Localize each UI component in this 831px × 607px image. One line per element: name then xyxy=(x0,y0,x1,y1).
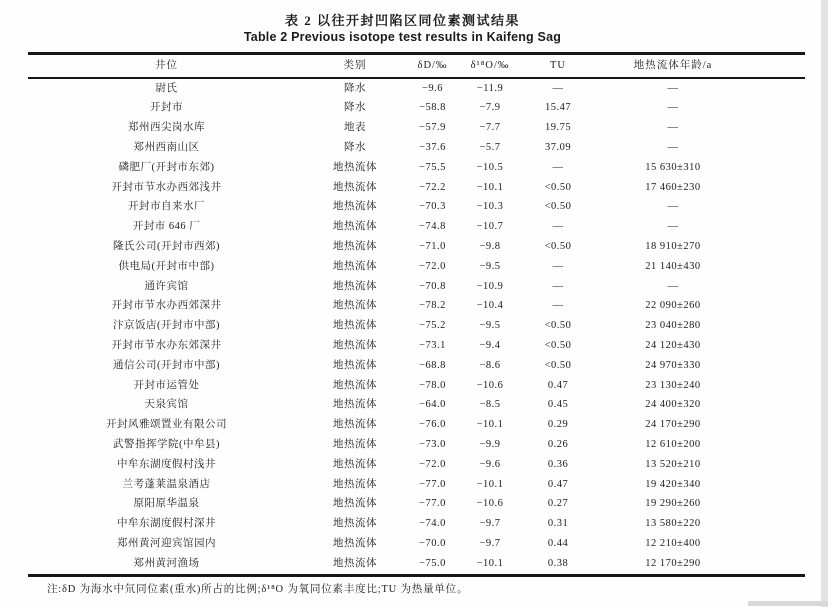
table-cell-spacer xyxy=(750,178,805,198)
table-cell: — xyxy=(552,161,564,173)
table-cell: −73.1 xyxy=(419,340,446,351)
table-cell: −72.2 xyxy=(419,181,446,193)
table-cell: — xyxy=(667,280,679,292)
table-cell-spacer xyxy=(750,297,805,317)
table-cell: 0.26 xyxy=(547,438,569,450)
table-cell: −37.6 xyxy=(419,142,446,154)
table-cell-spacer xyxy=(750,534,805,554)
table-cell: 0.38 xyxy=(547,557,569,569)
table-row xyxy=(28,99,805,119)
table-cell-spacer xyxy=(750,99,805,119)
table-cell: 地热流体 xyxy=(333,221,377,233)
table-cell: 17 460±230 xyxy=(645,181,701,193)
table-cell: 地热流体 xyxy=(333,260,377,272)
table-cell: 24 120±430 xyxy=(645,340,701,351)
table-cell: 24 970±330 xyxy=(645,359,701,371)
table-cell-spacer xyxy=(750,138,805,158)
table-cell: 15.47 xyxy=(544,102,572,114)
table-cell: 地热流体 xyxy=(333,320,377,332)
table-cell: −10.7 xyxy=(476,221,504,233)
table-cell: 19 420±340 xyxy=(645,478,701,490)
table-cell: 开封市 646 厂 xyxy=(132,221,201,233)
table-cell-spacer xyxy=(750,416,805,436)
table-row xyxy=(28,78,805,99)
table-row xyxy=(28,396,805,416)
table-cell: 23 130±240 xyxy=(645,379,701,391)
table-cell: −73.0 xyxy=(419,438,446,450)
table-cell: 地热流体 xyxy=(333,181,377,193)
table-cell: 地热流体 xyxy=(333,557,377,569)
table-cell: — xyxy=(552,221,564,233)
table-cell-spacer xyxy=(750,475,805,495)
table-cell: — xyxy=(667,102,679,114)
table-cell: −10.1 xyxy=(476,478,504,490)
table-cell: — xyxy=(667,82,679,94)
table-cell: −75.2 xyxy=(419,320,446,332)
table-cell: 兰考蓬莱温泉酒店 xyxy=(122,478,211,490)
table-cell: 地热流体 xyxy=(333,458,377,470)
table-cell: −9.4 xyxy=(479,340,501,351)
table-row xyxy=(28,218,805,238)
table-cell: 地热流体 xyxy=(333,518,377,530)
table-cell: −74.0 xyxy=(419,518,446,530)
table-cell: 隆氏公司(开封市西郊) xyxy=(113,241,220,253)
table-row xyxy=(28,376,805,396)
table-cell: −76.0 xyxy=(419,419,446,431)
table-cell: 37.09 xyxy=(544,142,572,154)
table-cell: 降水 xyxy=(344,102,366,114)
table-row xyxy=(28,317,805,337)
column-header-2: δD/‰ xyxy=(417,59,448,71)
table-cell: −9.7 xyxy=(479,518,501,530)
table-row xyxy=(28,297,805,317)
table-cell: 12 170±290 xyxy=(645,557,701,569)
table-cell: −70.8 xyxy=(419,280,446,292)
table-cell-spacer xyxy=(750,336,805,356)
table-cell: −9.5 xyxy=(479,260,501,272)
table-cell: — xyxy=(552,300,564,312)
table-cell: −10.5 xyxy=(476,161,504,173)
table-row xyxy=(28,237,805,257)
table-cell: 降水 xyxy=(344,82,366,94)
table-cell: −10.4 xyxy=(476,300,504,312)
table-cell-spacer xyxy=(750,277,805,297)
table-cell: 尉氏 xyxy=(155,82,178,94)
table-cell: <0.50 xyxy=(544,359,572,371)
table-title-zh: 表 2 以往开封凹陷区同位素测试结果 xyxy=(284,13,520,28)
table-cell: −64.0 xyxy=(419,399,446,411)
table-cell: −10.6 xyxy=(476,498,504,510)
table-cell: −11.9 xyxy=(476,82,504,94)
table-cell-spacer xyxy=(750,356,805,376)
column-header-3: δ¹⁸O/‰ xyxy=(470,59,510,71)
table-cell-spacer xyxy=(750,198,805,218)
table-cell: 郑州黄河渔场 xyxy=(133,557,200,569)
table-cell: −8.5 xyxy=(479,399,501,411)
table-cell: 地热流体 xyxy=(333,280,377,292)
table-cell: 地热流体 xyxy=(333,201,377,213)
table-cell: <0.50 xyxy=(544,181,572,193)
table-cell: 13 580±220 xyxy=(645,518,701,530)
table-cell: 12 610±200 xyxy=(645,438,701,450)
table-cell: −10.6 xyxy=(476,379,504,391)
table-cell: 郑州黄河迎宾馆园内 xyxy=(117,537,216,549)
table-cell: 0.27 xyxy=(547,498,569,510)
table-cell: 中牟东湖度假村深井 xyxy=(117,518,216,530)
table-cell-spacer xyxy=(750,158,805,178)
table-title-en: Table 2 Previous isotope test results in Kaifeng Sag xyxy=(243,30,562,44)
table-cell-spacer xyxy=(750,435,805,455)
column-header-4: TU xyxy=(550,59,566,71)
table-cell: −77.0 xyxy=(419,498,446,510)
table-cell: — xyxy=(552,82,564,94)
column-header-5: 地热流体年龄/a xyxy=(633,59,713,71)
table-cell: −9.8 xyxy=(479,241,501,253)
table-cell: 0.47 xyxy=(547,379,569,391)
table-cell: −57.9 xyxy=(419,122,446,134)
table-cell: −75.0 xyxy=(419,557,446,569)
table-cell: 地热流体 xyxy=(333,340,377,351)
column-header-1: 类别 xyxy=(343,59,367,71)
table-cell: 汴京饭店(开封市中部) xyxy=(113,320,220,332)
table-cell: 天泉宾馆 xyxy=(144,399,189,411)
table-cell-spacer xyxy=(750,455,805,475)
table-cell: 地热流体 xyxy=(333,537,377,549)
table-row xyxy=(28,138,805,158)
table-cell: −78.0 xyxy=(419,379,446,391)
table-cell: −10.3 xyxy=(476,201,504,213)
table-cell: 开封市 xyxy=(150,102,183,114)
table-cell: 24 170±290 xyxy=(645,419,701,431)
table-cell: 地热流体 xyxy=(333,498,377,510)
table-cell: 武警指挥学院(中牟县) xyxy=(113,438,220,450)
table-cell: 开封市运管处 xyxy=(133,379,200,391)
table-cell: −68.8 xyxy=(419,359,446,371)
table-cell: 24 400±320 xyxy=(645,399,701,411)
table-cell: <0.50 xyxy=(544,320,572,332)
table-cell: 12 210±400 xyxy=(645,537,701,549)
table-cell: −78.2 xyxy=(419,300,446,312)
table-cell: −70.3 xyxy=(419,201,446,213)
table-cell: 21 140±430 xyxy=(645,260,701,272)
table-row xyxy=(28,198,805,218)
table-row xyxy=(28,336,805,356)
table-cell-spacer xyxy=(750,554,805,575)
table-cell: −9.5 xyxy=(479,320,501,332)
table-cell: −10.1 xyxy=(476,419,504,431)
table-cell: −72.0 xyxy=(419,260,446,272)
table-row xyxy=(28,475,805,495)
table-row xyxy=(28,119,805,139)
table-cell: 郑州西尖岗水库 xyxy=(128,122,205,134)
table-cell: −9.9 xyxy=(479,438,501,450)
table-cell: 23 040±280 xyxy=(645,320,701,332)
table-row xyxy=(28,178,805,198)
table-cell: 地热流体 xyxy=(333,399,377,411)
table-cell-spacer xyxy=(750,218,805,238)
table-cell: 地表 xyxy=(344,122,366,134)
column-header-spacer xyxy=(750,54,805,79)
table-cell: <0.50 xyxy=(544,241,572,253)
table-cell: −9.7 xyxy=(479,537,501,549)
table-cell: — xyxy=(667,142,679,154)
table-cell: 磷肥厂(开封市东郊) xyxy=(118,161,215,173)
table-cell: 供电局(开封市中部) xyxy=(118,260,215,272)
table-cell: 0.29 xyxy=(547,419,569,431)
table-cell: <0.50 xyxy=(544,201,572,213)
table-row xyxy=(28,158,805,178)
table-cell: 13 520±210 xyxy=(645,458,701,470)
table-cell: 地热流体 xyxy=(333,241,377,253)
table-cell: 地热流体 xyxy=(333,478,377,490)
table-cell-spacer xyxy=(750,237,805,257)
table-cell: 郑州西南山区 xyxy=(133,142,200,154)
table-cell: 降水 xyxy=(344,142,366,154)
table-cell: 地热流体 xyxy=(333,438,377,450)
table-cell: −7.9 xyxy=(479,102,501,114)
table-cell: 地热流体 xyxy=(333,161,377,173)
table-cell-spacer xyxy=(750,119,805,139)
table-row xyxy=(28,495,805,515)
table-cell: −74.8 xyxy=(419,221,446,233)
table-cell-spacer xyxy=(750,515,805,535)
table-cell: 开封市自来水厂 xyxy=(128,201,205,213)
table-cell: 0.36 xyxy=(547,458,569,470)
table-cell: −71.0 xyxy=(419,241,446,253)
table-cell: 中牟东湖度假村浅井 xyxy=(117,458,216,470)
table-row xyxy=(28,554,805,575)
table-cell: — xyxy=(667,221,679,233)
table-cell: <0.50 xyxy=(544,340,572,351)
table-cell: — xyxy=(552,280,564,292)
table-row xyxy=(28,416,805,436)
table-row xyxy=(28,356,805,376)
table-cell: 地热流体 xyxy=(333,300,377,312)
table-cell: −70.0 xyxy=(419,537,446,549)
table-cell: −9.6 xyxy=(421,82,444,94)
table-cell-spacer xyxy=(750,495,805,515)
table-cell: −7.7 xyxy=(479,122,501,134)
table-cell: 15 630±310 xyxy=(645,161,701,173)
table-cell-spacer xyxy=(750,376,805,396)
table-cell: −10.1 xyxy=(476,181,504,193)
table-footnote: 注:δD 为海水中氘同位素(重水)所占的比例;δ¹⁸O 为氧同位素丰度比;TU 为热量单位。 xyxy=(47,584,469,595)
table-cell: — xyxy=(667,201,679,213)
table-cell: — xyxy=(552,260,564,272)
table-cell: 22 090±260 xyxy=(645,300,701,312)
table-cell: 地热流体 xyxy=(333,379,377,391)
table-row xyxy=(28,257,805,277)
table-cell: 开封市节水办西郊浅井 xyxy=(111,181,222,193)
scan-edge-right xyxy=(821,0,828,607)
table-cell: 19.75 xyxy=(544,122,572,134)
table-cell-spacer xyxy=(750,257,805,277)
table-cell: 19 290±260 xyxy=(645,498,701,510)
table-cell: 0.47 xyxy=(547,478,569,490)
table-cell: −58.8 xyxy=(419,102,446,114)
table-row xyxy=(28,435,805,455)
table-cell: 通许宾馆 xyxy=(144,280,189,292)
table-cell-spacer xyxy=(750,78,805,99)
table-cell: 开封市节水办西郊深井 xyxy=(111,300,222,312)
table-cell: 18 910±270 xyxy=(645,241,701,253)
table-cell: 开封市节水办东郊深井 xyxy=(111,340,222,351)
table-cell: — xyxy=(667,122,679,134)
table-cell: −10.9 xyxy=(476,280,504,292)
table-cell: 地热流体 xyxy=(333,419,377,431)
table-cell: 通信公司(开封市中部) xyxy=(113,359,220,371)
table-cell: 0.45 xyxy=(547,399,569,411)
table-cell: −5.7 xyxy=(479,142,501,154)
table-row xyxy=(28,534,805,554)
table-cell: −77.0 xyxy=(419,478,446,490)
table-cell: 0.31 xyxy=(547,518,569,530)
table-cell: −9.6 xyxy=(479,458,501,470)
table-row xyxy=(28,277,805,297)
table-cell-spacer xyxy=(750,396,805,416)
table-cell: 开封风雅颂置业有限公司 xyxy=(106,419,227,431)
table-row xyxy=(28,515,805,535)
table-cell: −72.0 xyxy=(419,458,446,470)
table-cell: −8.6 xyxy=(479,359,501,371)
table-cell: 原阳原华温泉 xyxy=(133,498,200,510)
table-cell: −75.5 xyxy=(419,161,446,173)
table-cell: 0.44 xyxy=(547,537,569,549)
table-cell: 地热流体 xyxy=(333,359,377,371)
table-cell-spacer xyxy=(750,317,805,337)
isotope-results-table xyxy=(28,52,805,577)
table-row xyxy=(28,455,805,475)
scan-edge-bottom xyxy=(748,601,828,606)
column-header-0: 井位 xyxy=(155,59,178,71)
table-header-row xyxy=(28,54,805,79)
table-cell: −10.1 xyxy=(476,557,504,569)
